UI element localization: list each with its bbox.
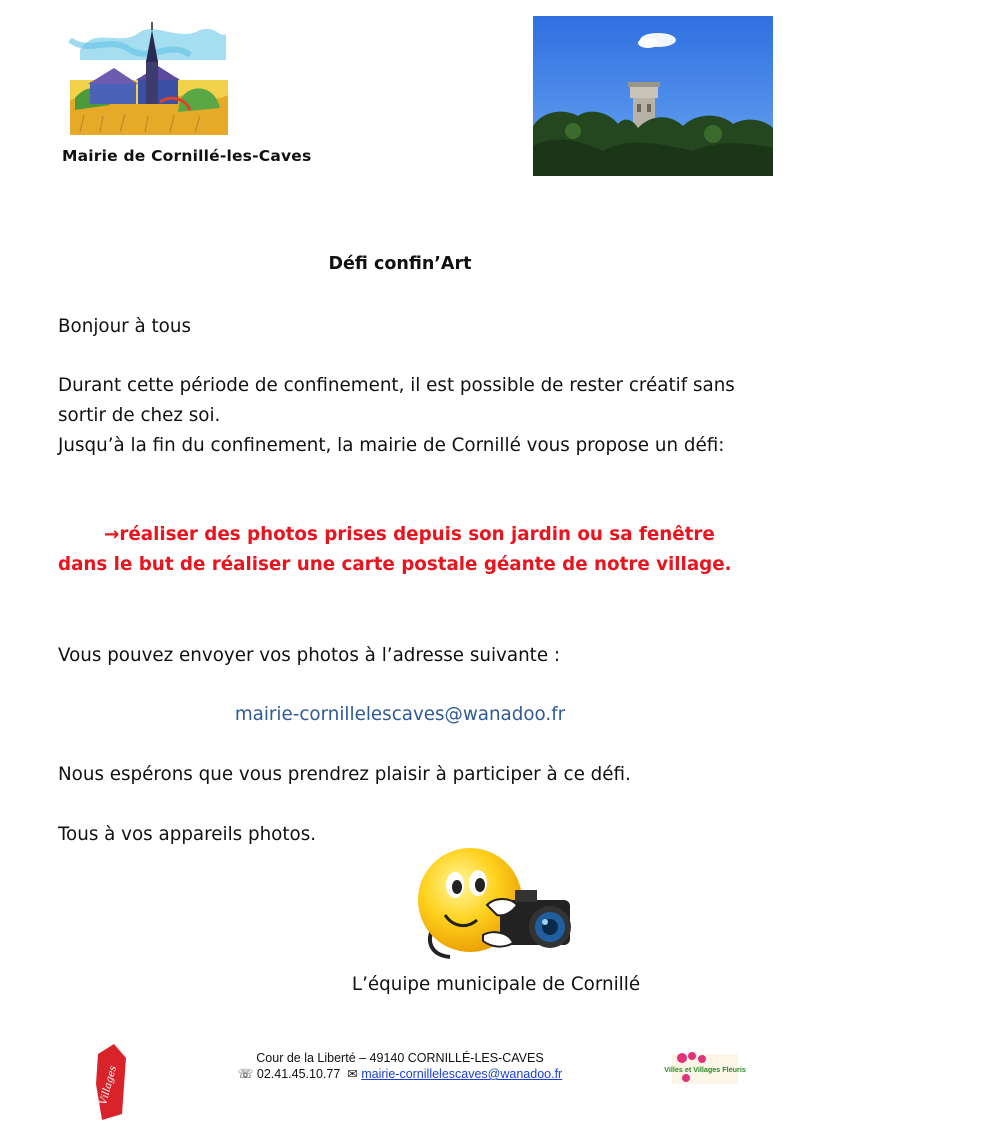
signature: L’équipe municipale de Cornillé [351,974,641,995]
greeting: Bonjour à tous [58,316,191,337]
fleuris-logo-text: Villes et Villages Fleuris [664,1065,746,1074]
challenge-intro-paragraph: Jusqu’à la fin du confinement, la mairie de Cornillé vous propose un défi: [58,435,725,456]
send-instructions: Vous pouvez envoyer vos photos à l’adresse suivante : [58,645,561,666]
challenge-arrow: → [104,524,120,545]
footer-phone: 02.41.45.10.77 [256,1067,341,1081]
intro-paragraph: Durant cette période de confinement, il est possible de rester créatif sans sortir de chez soi. [58,375,735,426]
phone-icon: ☏ [237,1067,254,1081]
email-address[interactable]: mairie-cornillelescaves@wanadoo.fr [234,704,566,725]
village-church-logo [70,20,228,135]
footer-address: Cour de la Liberté – 49140 CORNILLÉ-LES-CAVES [256,1051,544,1065]
villages-logo-text: Villages [98,1064,120,1107]
challenge-text [58,520,758,580]
smiley-camera-icon [405,845,590,965]
footer-email-link[interactable]: mairie-cornillelescaves@wanadoo.fr [361,1067,563,1081]
challenge-body: réaliser des photos prises depuis son jardin ou sa fenêtre dans le but de réaliser une carte postale géante de notre village. [58,524,732,575]
water-tower-photo [533,16,773,176]
document-title: Défi confin’Art [328,254,472,274]
mairie-name: Mairie de Cornillé-les-Caves [62,147,312,165]
mail-icon: ✉ [347,1067,358,1081]
hope-paragraph: Nous espérons que vous prendrez plaisir à participer à ce défi. [58,764,631,785]
closing-paragraph: Tous à vos appareils photos. [58,824,317,845]
villes-villages-fleuris-logo [664,1050,746,1086]
